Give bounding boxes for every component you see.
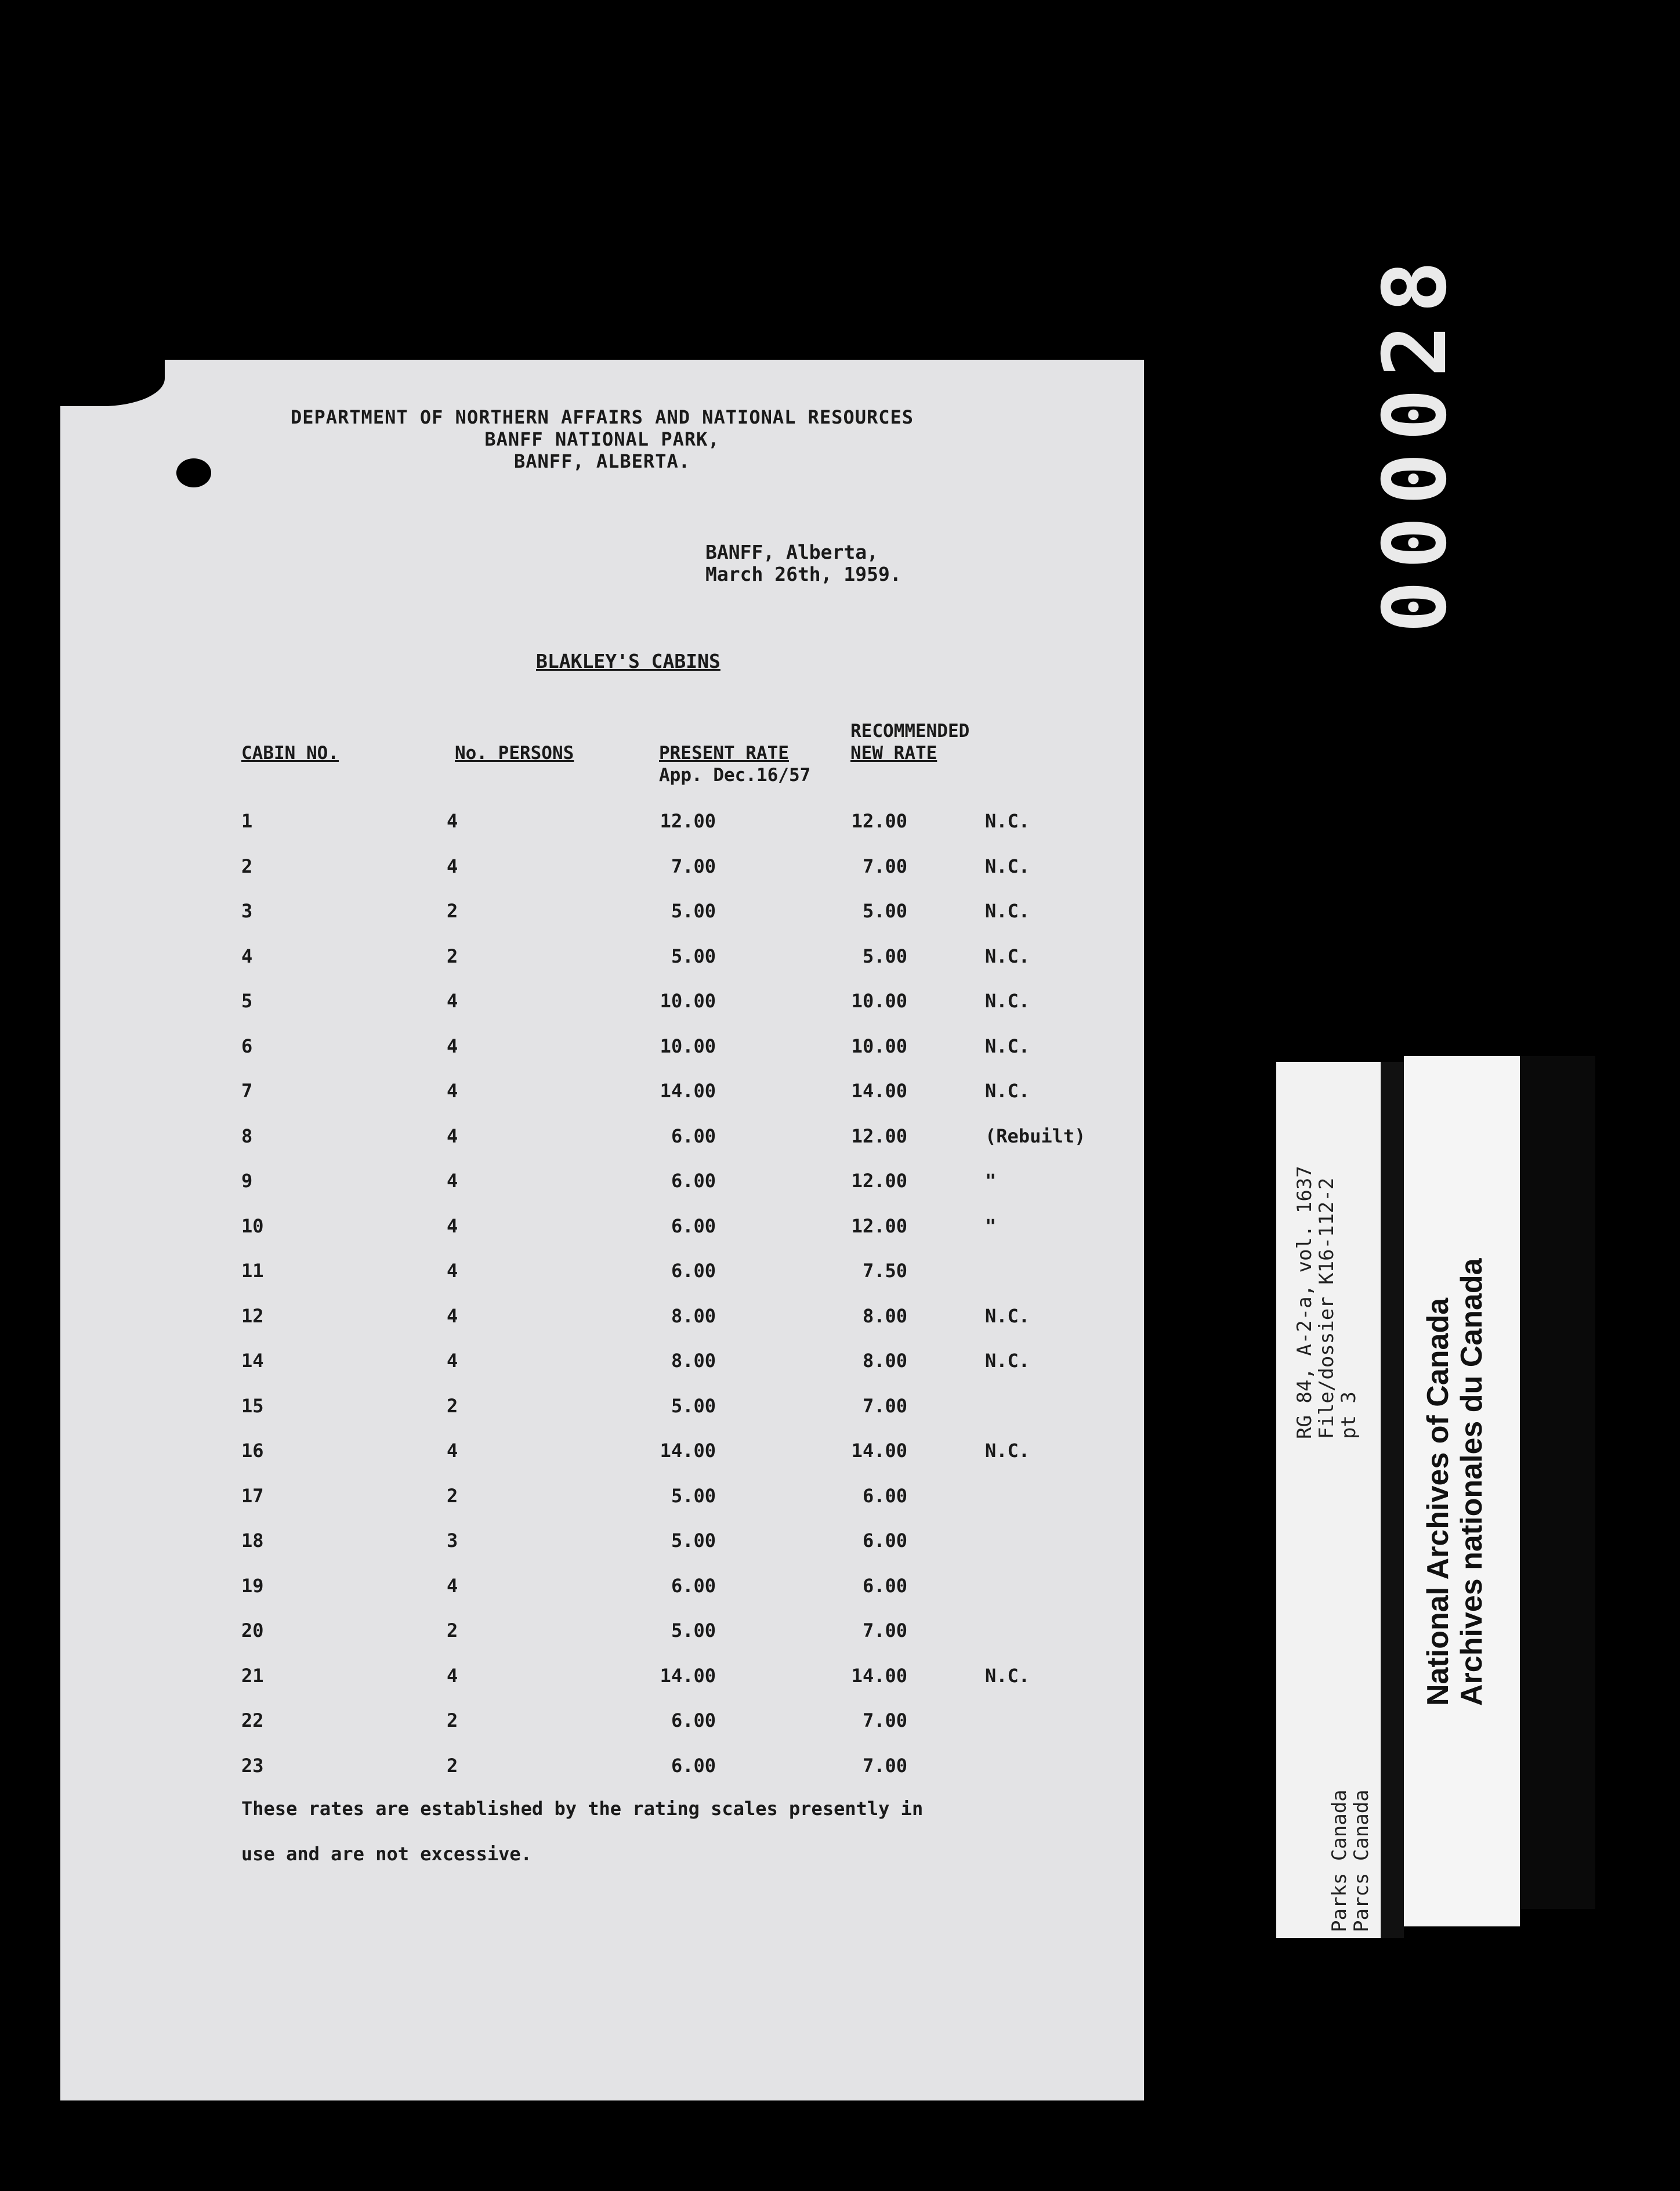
new-rate-cell: 6.00 bbox=[862, 1484, 907, 1507]
persons-cell: 4 bbox=[447, 1574, 458, 1597]
present-rate-cell: 14.00 bbox=[660, 1440, 716, 1462]
persons-cell: 2 bbox=[447, 945, 458, 967]
cabin-no-cell: 14 bbox=[241, 1350, 264, 1372]
present-rate-cell: 8.00 bbox=[671, 1304, 716, 1327]
table-row bbox=[60, 990, 1144, 1025]
archive-reference: RG 84, A-2-a, vol. 1637 File/dossier K16-112-2 pt 3 bbox=[1293, 1166, 1360, 1439]
note-cell: N.C. bbox=[985, 1080, 1030, 1102]
present-rate-cell: 5.00 bbox=[671, 1619, 716, 1642]
persons-cell: 2 bbox=[447, 1754, 458, 1777]
footer-line-1: These rates are established by the rating scales presently in bbox=[241, 1798, 924, 1820]
cabin-no-cell: 12 bbox=[241, 1304, 264, 1327]
cabin-no-cell: 18 bbox=[241, 1530, 264, 1552]
cabin-no-cell: 6 bbox=[241, 1035, 253, 1057]
persons-cell: 4 bbox=[447, 855, 458, 877]
persons-cell: 4 bbox=[447, 1214, 458, 1237]
present-rate-cell: 5.00 bbox=[671, 1394, 716, 1417]
new-rate-cell: 12.00 bbox=[851, 1214, 907, 1237]
new-rate-cell: 12.00 bbox=[851, 810, 907, 832]
present-rate-cell: 6.00 bbox=[671, 1754, 716, 1777]
archive-agency: Parks Canada Parcs Canada bbox=[1328, 1789, 1373, 1932]
cabin-no-cell: 23 bbox=[241, 1754, 264, 1777]
new-rate-cell: 5.00 bbox=[862, 900, 907, 922]
table-row bbox=[60, 1395, 1144, 1430]
document-title: BLAKLEY'S CABINS bbox=[536, 650, 720, 673]
new-rate-cell: 10.00 bbox=[851, 1035, 907, 1057]
cabin-no-cell: 3 bbox=[241, 900, 253, 922]
new-rate-cell: 6.00 bbox=[862, 1530, 907, 1552]
new-rate-cell: 14.00 bbox=[851, 1664, 907, 1687]
new-rate-cell: 12.00 bbox=[851, 1125, 907, 1147]
col-new-rate: NEW RATE bbox=[850, 743, 937, 764]
present-rate-cell: 14.00 bbox=[660, 1080, 716, 1102]
new-rate-cell: 14.00 bbox=[851, 1440, 907, 1462]
cabin-no-cell: 9 bbox=[241, 1170, 253, 1192]
col-present-rate-sub: App. Dec.16/57 bbox=[659, 765, 811, 786]
note-cell: N.C. bbox=[985, 900, 1030, 922]
new-rate-cell: 7.00 bbox=[862, 855, 907, 877]
note-cell: N.C. bbox=[985, 810, 1030, 832]
cabin-no-cell: 17 bbox=[241, 1484, 264, 1507]
new-rate-cell: 7.00 bbox=[862, 1709, 907, 1731]
col-persons: No. PERSONS bbox=[455, 743, 574, 764]
present-rate-cell: 6.00 bbox=[671, 1214, 716, 1237]
table-row bbox=[60, 1035, 1144, 1070]
present-rate-cell: 6.00 bbox=[671, 1260, 716, 1282]
persons-cell: 4 bbox=[447, 1664, 458, 1687]
new-rate-cell: 10.00 bbox=[851, 990, 907, 1012]
label-dark-strip bbox=[1520, 1056, 1595, 1909]
persons-cell: 4 bbox=[447, 990, 458, 1012]
new-rate-cell: 7.00 bbox=[862, 1619, 907, 1642]
note-cell: N.C. bbox=[985, 1664, 1030, 1687]
persons-cell: 4 bbox=[447, 1440, 458, 1462]
note-cell: N.C. bbox=[985, 945, 1030, 967]
new-rate-cell: 7.00 bbox=[862, 1754, 907, 1777]
persons-cell: 4 bbox=[447, 1350, 458, 1372]
present-rate-cell: 12.00 bbox=[660, 810, 716, 832]
table-row bbox=[60, 1350, 1144, 1384]
new-rate-cell: 8.00 bbox=[862, 1304, 907, 1327]
new-rate-cell: 5.00 bbox=[862, 945, 907, 967]
note-cell: " bbox=[985, 1214, 997, 1237]
new-rate-cell: 14.00 bbox=[851, 1080, 907, 1102]
persons-cell: 4 bbox=[447, 1260, 458, 1282]
table-row bbox=[60, 1619, 1144, 1654]
cabin-no-cell: 11 bbox=[241, 1260, 264, 1282]
table-row bbox=[60, 900, 1144, 935]
torn-corner bbox=[60, 360, 165, 406]
cabin-no-cell: 7 bbox=[241, 1080, 253, 1102]
note-cell: " bbox=[985, 1170, 997, 1192]
cabin-no-cell: 22 bbox=[241, 1709, 264, 1731]
present-rate-cell: 5.00 bbox=[671, 900, 716, 922]
present-rate-cell: 5.00 bbox=[671, 945, 716, 967]
new-rate-cell: 7.00 bbox=[862, 1394, 907, 1417]
present-rate-cell: 5.00 bbox=[671, 1530, 716, 1552]
persons-cell: 2 bbox=[447, 1484, 458, 1507]
table-row bbox=[60, 1260, 1144, 1295]
table-row bbox=[60, 855, 1144, 890]
present-rate-cell: 6.00 bbox=[671, 1125, 716, 1147]
present-rate-cell: 6.00 bbox=[671, 1709, 716, 1731]
note-cell: N.C. bbox=[985, 990, 1030, 1012]
cabin-no-cell: 1 bbox=[241, 810, 253, 832]
present-rate-cell: 14.00 bbox=[660, 1664, 716, 1687]
letterhead-line-3: BANFF, ALBERTA. bbox=[514, 450, 690, 472]
cabin-no-cell: 21 bbox=[241, 1664, 264, 1687]
present-rate-cell: 10.00 bbox=[660, 1035, 716, 1057]
persons-cell: 4 bbox=[447, 1170, 458, 1192]
cabin-no-cell: 8 bbox=[241, 1125, 253, 1147]
date-line: March 26th, 1959. bbox=[705, 563, 901, 585]
note-cell: N.C. bbox=[985, 1440, 1030, 1462]
label-divider bbox=[1381, 1062, 1404, 1938]
persons-cell: 4 bbox=[447, 810, 458, 832]
table-row bbox=[60, 1530, 1144, 1564]
col-present-rate: PRESENT RATE bbox=[659, 743, 789, 764]
new-rate-cell: 12.00 bbox=[851, 1170, 907, 1192]
table-row bbox=[60, 1080, 1144, 1115]
present-rate-cell: 7.00 bbox=[671, 855, 716, 877]
archive-label-right bbox=[1404, 1056, 1520, 1926]
persons-cell: 2 bbox=[447, 1394, 458, 1417]
archives-name: National Archives of Canada Archives nationales du Canada bbox=[1421, 1258, 1489, 1706]
letterhead-line-2: BANFF NATIONAL PARK, bbox=[484, 428, 720, 450]
place-line: BANFF, Alberta, bbox=[705, 541, 879, 563]
table-row bbox=[60, 1485, 1144, 1520]
persons-cell: 4 bbox=[447, 1080, 458, 1102]
table-row bbox=[60, 1575, 1144, 1610]
table-row bbox=[60, 1755, 1144, 1789]
persons-cell: 3 bbox=[447, 1530, 458, 1552]
col-cabin-no: CABIN NO. bbox=[241, 743, 339, 764]
persons-cell: 4 bbox=[447, 1304, 458, 1327]
note-cell: (Rebuilt) bbox=[985, 1125, 1086, 1147]
cabin-no-cell: 2 bbox=[241, 855, 253, 877]
footer-line-2: use and are not excessive. bbox=[241, 1843, 532, 1865]
table-row bbox=[60, 1440, 1144, 1474]
cabin-no-cell: 15 bbox=[241, 1394, 264, 1417]
new-rate-cell: 6.00 bbox=[862, 1574, 907, 1597]
new-rate-cell: 8.00 bbox=[862, 1350, 907, 1372]
table-row bbox=[60, 1709, 1144, 1744]
cabin-no-cell: 20 bbox=[241, 1619, 264, 1642]
letterhead-line-1: DEPARTMENT OF NORTHERN AFFAIRS AND NATIONAL RESOURCES bbox=[290, 406, 914, 428]
table-row bbox=[60, 810, 1144, 845]
table-row bbox=[60, 1170, 1144, 1205]
present-rate-cell: 5.00 bbox=[671, 1484, 716, 1507]
new-rate-cell: 7.50 bbox=[862, 1260, 907, 1282]
archive-label-left bbox=[1276, 1062, 1381, 1938]
present-rate-cell: 6.00 bbox=[671, 1574, 716, 1597]
table-row bbox=[60, 1215, 1144, 1250]
cabin-no-cell: 19 bbox=[241, 1574, 264, 1597]
present-rate-cell: 8.00 bbox=[671, 1350, 716, 1372]
frame-number: 000028 bbox=[1365, 249, 1466, 633]
table-row bbox=[60, 1125, 1144, 1160]
note-cell: N.C. bbox=[985, 855, 1030, 877]
cabin-no-cell: 10 bbox=[241, 1214, 264, 1237]
persons-cell: 2 bbox=[447, 1709, 458, 1731]
persons-cell: 4 bbox=[447, 1035, 458, 1057]
cabin-no-cell: 5 bbox=[241, 990, 253, 1012]
document-page bbox=[60, 360, 1144, 2100]
note-cell: N.C. bbox=[985, 1035, 1030, 1057]
present-rate-cell: 6.00 bbox=[671, 1170, 716, 1192]
cabin-no-cell: 16 bbox=[241, 1440, 264, 1462]
table-row bbox=[60, 1665, 1144, 1700]
table-row bbox=[60, 945, 1144, 980]
cabin-no-cell: 4 bbox=[241, 945, 253, 967]
table-row bbox=[60, 1305, 1144, 1340]
persons-cell: 2 bbox=[447, 900, 458, 922]
col-recommended: RECOMMENDED bbox=[850, 721, 970, 742]
persons-cell: 4 bbox=[447, 1125, 458, 1147]
persons-cell: 2 bbox=[447, 1619, 458, 1642]
note-cell: N.C. bbox=[985, 1304, 1030, 1327]
note-cell: N.C. bbox=[985, 1350, 1030, 1372]
present-rate-cell: 10.00 bbox=[660, 990, 716, 1012]
